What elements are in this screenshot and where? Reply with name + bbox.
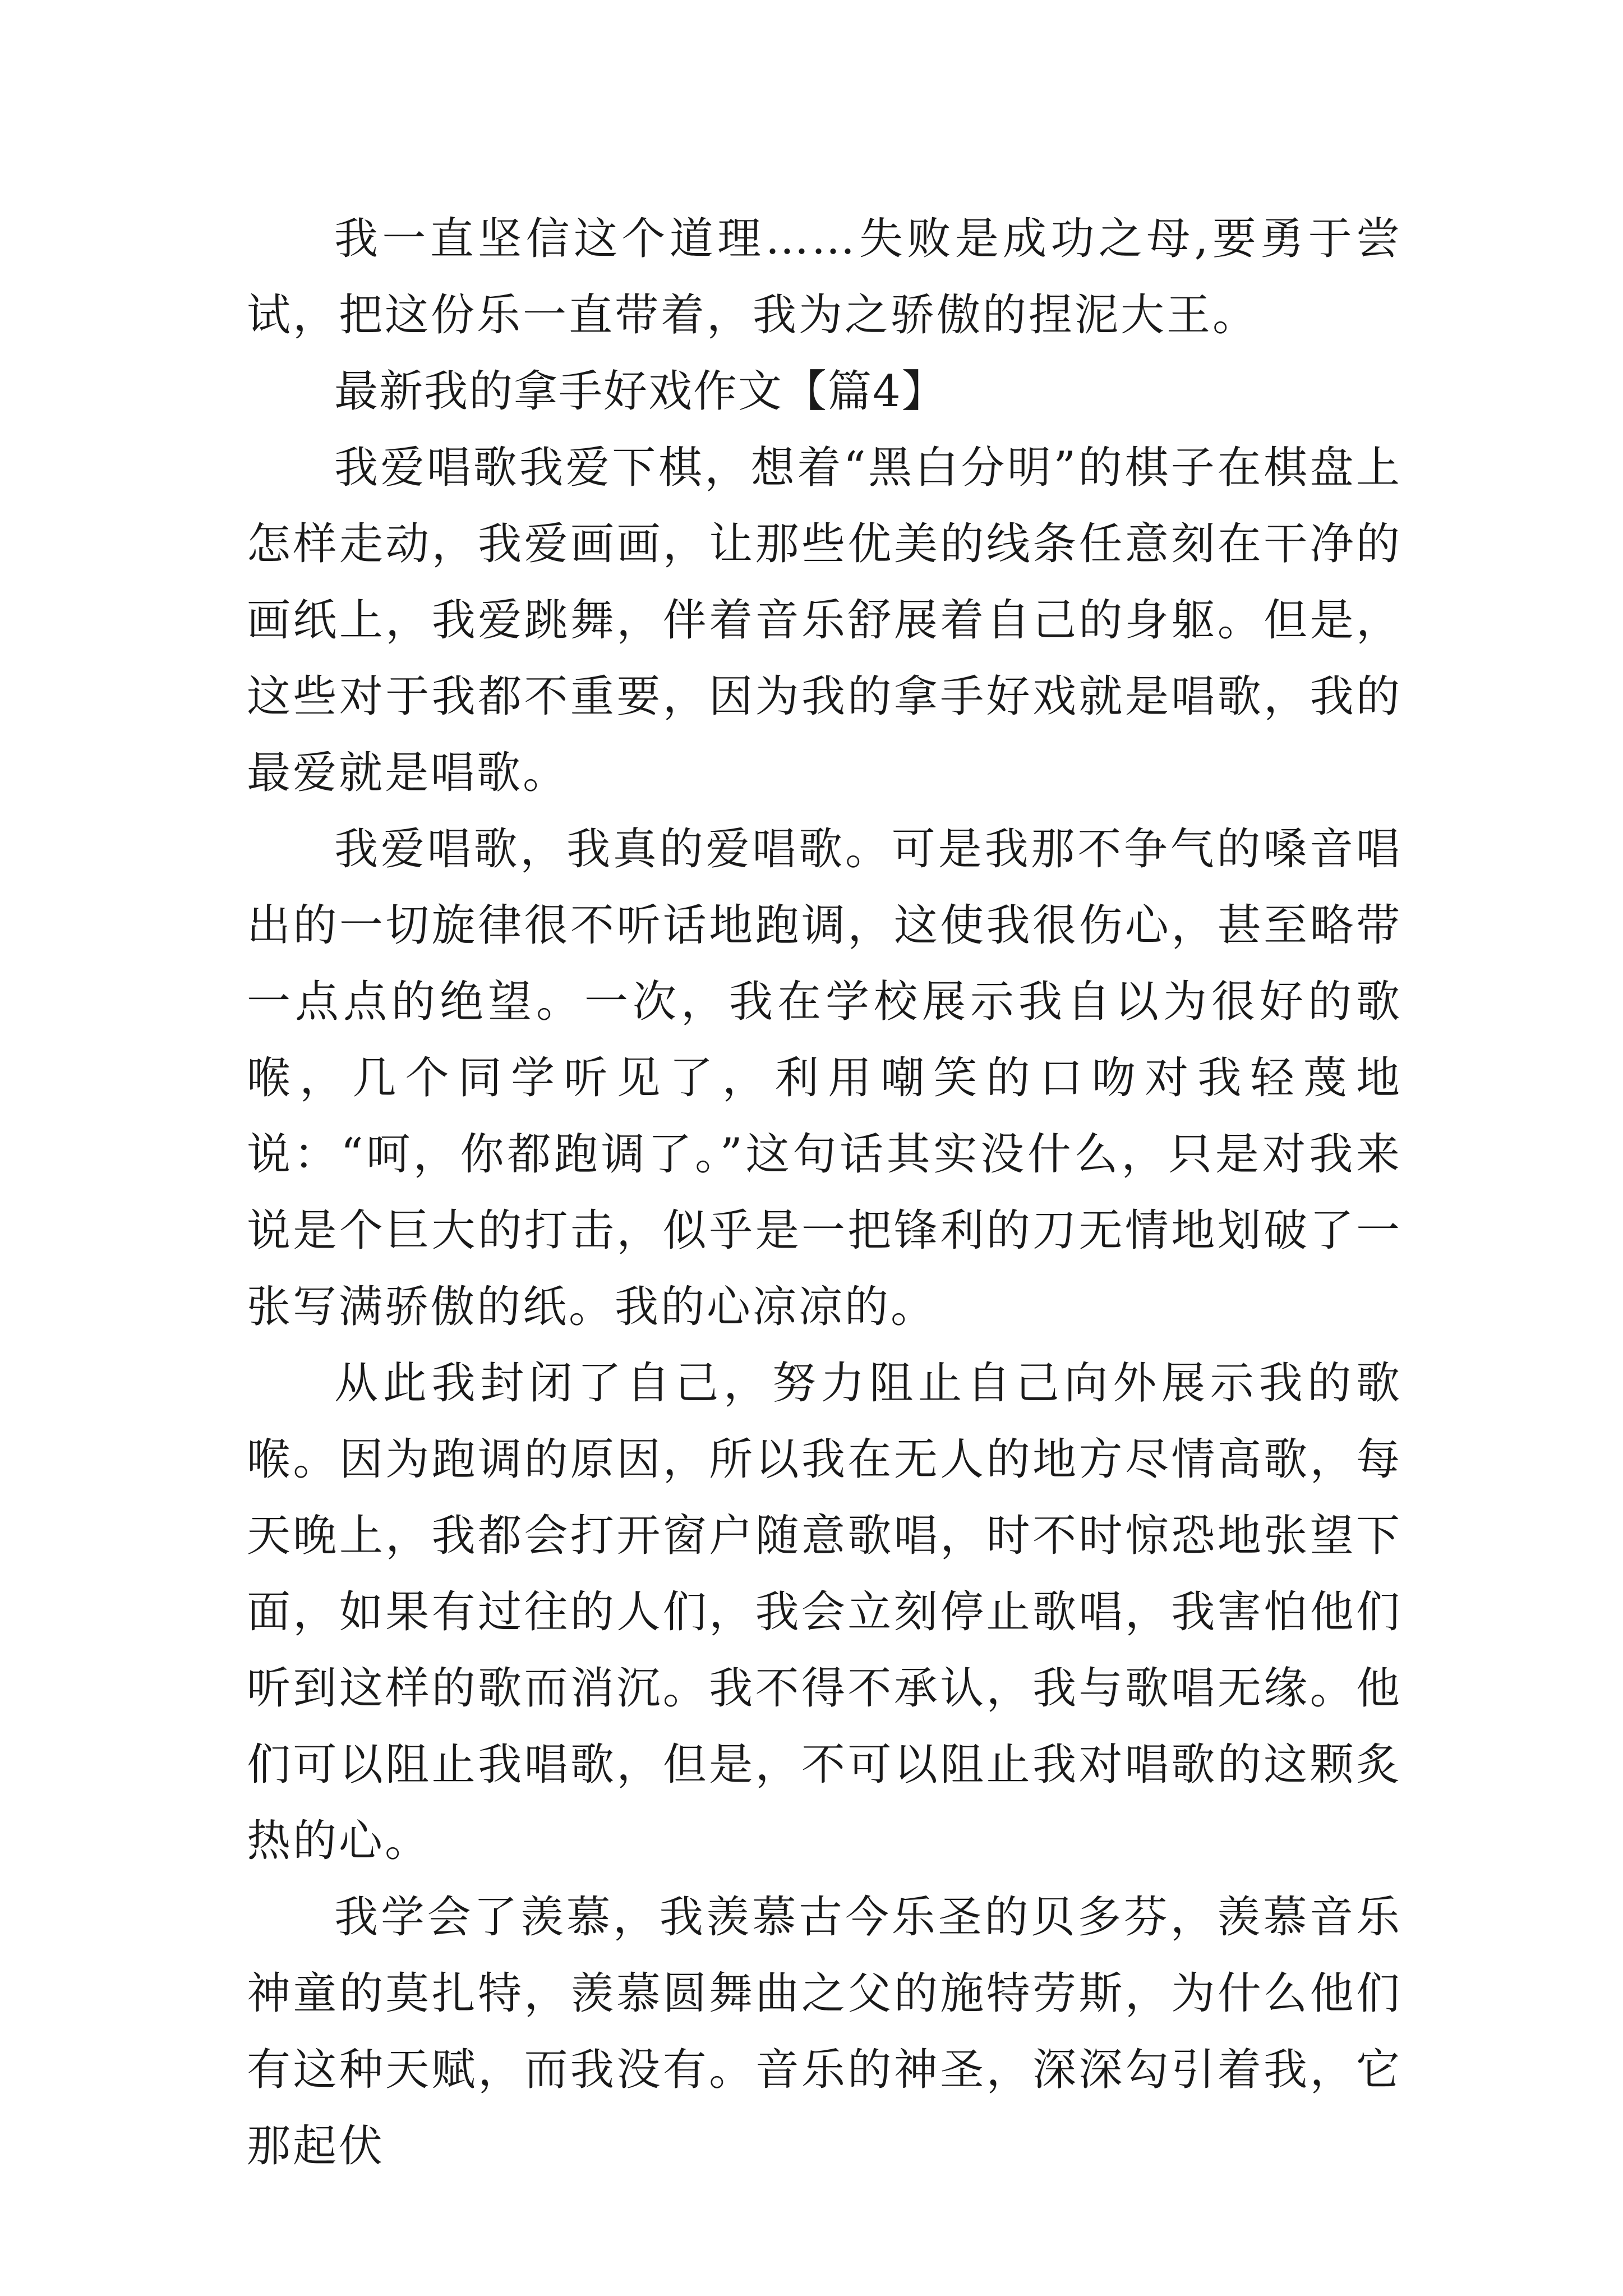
paragraph-closed-self: 从此我封闭了自己，努力阻止自己向外展示我的歌喉。因为跑调的原因，所以我在无人的地方尽情高歌，每天晚上，我都会打开窗户随意歌唱，时不时惊恐地张望下面，如果有过往的人们，我会立刻停止歌唱，我害怕他们听到这样的歌而消沉。我不得不承认，我与歌唱无缘。他们可以阻止我唱歌，但是，不可以阻止我对唱歌的这颗炙热的心。 [247, 1358, 1402, 1866]
paragraph-singing: 我爱唱歌，我真的爱唱歌。可是我那不争气的嗓音唱出的一切旋律很不听话地跑调，这使我很伤心，甚至略带一点点的绝望。一次，我在学校展示我自以为很好的歌喉，几个同学听见了，利用嘲笑的口吻对我轻蔑地说：“呵，你都跑调了。”这句话其实没什么，只是对我来说是个巨大的打击，似乎是一把锋利的刀无情地划破了一张写满骄傲的纸。我的心凉凉的。 [247, 824, 1402, 1332]
paragraph-conclusion: 我一直坚信这个道理……失败是成功之母,要勇于尝试，把这份乐一直带着，我为之骄傲的捏泥大王。 [247, 214, 1402, 341]
paragraph-envy: 我学会了羡慕，我羡慕古今乐圣的贝多芬，羡慕音乐神童的莫扎特，羡慕圆舞曲之父的施特劳斯，为什么他们有这种天赋，而我没有。音乐的神圣，深深勾引着我，它那起伏 [247, 1892, 1402, 2171]
document-body [247, 201, 1402, 2184]
paragraph-intro: 我爱唱歌我爱下棋，想着“黑白分明”的棋子在棋盘上怎样走动，我爱画画，让那些优美的线条任意刻在干净的画纸上，我爱跳舞，伴着音乐舒展着自己的身躯。但是，这些对于我都不重要，因为我的拿手好戏就是唱歌，我的最爱就是唱歌。 [247, 443, 1402, 798]
section-heading: 最新我的拿手好戏作文【篇4】 [334, 366, 947, 417]
